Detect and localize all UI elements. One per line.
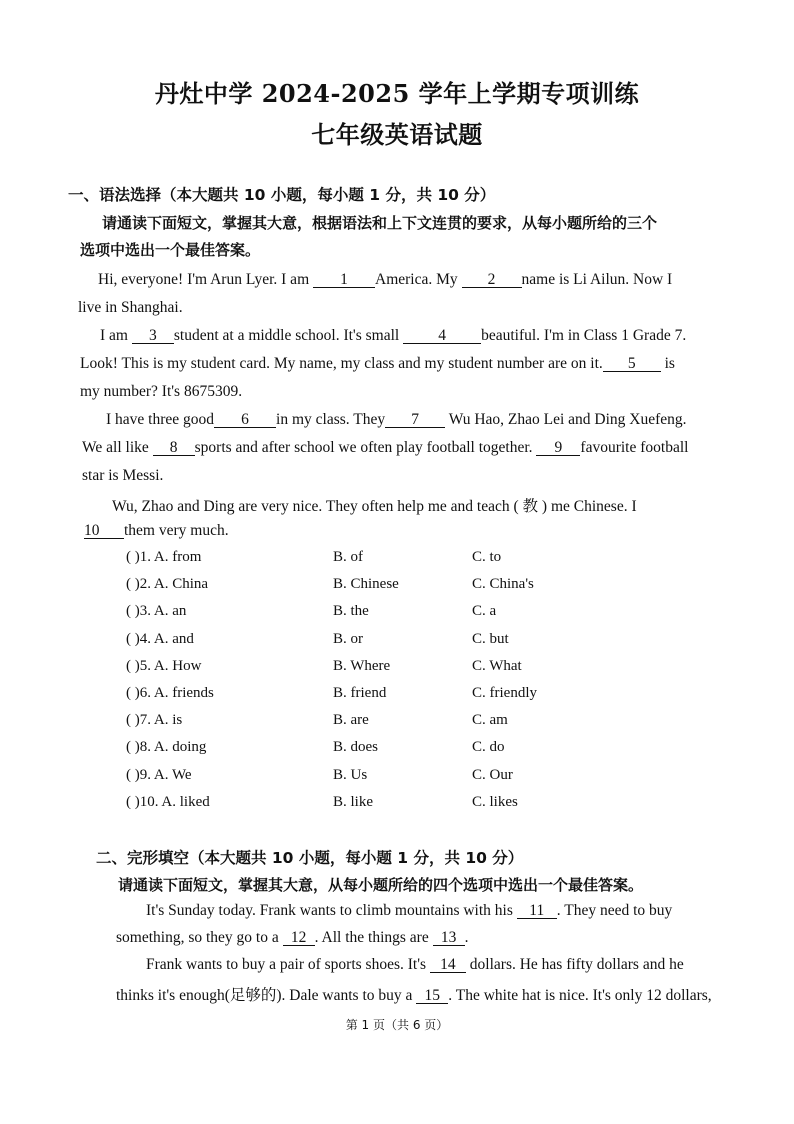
- passage-line: I have three good 6 in my class. They 7 Wu Hao, Zhao Lei and Ding Xuefeng.: [106, 411, 687, 428]
- section1-instruction-line1: 请通读下面短文，掌握其大意，根据语法和上下文连贯的要求，从每小题所给的三个: [102, 214, 658, 232]
- blank-12: 12: [283, 930, 315, 946]
- question-option-c: C. What: [472, 658, 522, 674]
- question-option-b: B. of: [333, 549, 363, 565]
- question-option-a: ( )9. A. We: [126, 767, 192, 783]
- question-option-b: B. or: [333, 631, 363, 647]
- passage-line: thinks it's enough(足够的). Dale wants to buy a 15 . The white hat is nice. It's only 12 dollars,: [116, 987, 712, 1004]
- blank-5: 5: [603, 356, 661, 372]
- blank-2: 2: [462, 272, 522, 288]
- question-option-a: ( )4. A. and: [126, 631, 194, 647]
- blank-15: 15: [416, 988, 448, 1004]
- question-option-a: ( )8. A. doing: [126, 739, 207, 755]
- section2-instruction: 请通读下面短文，掌握其大意，从每小题所给的四个选项中选出一个最佳答案。: [118, 876, 644, 894]
- question-option-b: B. are: [333, 712, 369, 728]
- exam-subtitle: 七年级英语试题: [311, 120, 483, 149]
- passage-line: It's Sunday today. Frank wants to climb mountains with his 11 . They need to buy: [146, 902, 673, 919]
- question-option-a: ( )10. A. liked: [126, 794, 210, 810]
- question-option-b: B. Us: [333, 767, 368, 783]
- passage-line: Wu, Zhao and Ding are very nice. They often help me and teach ( 教 ) me Chinese. I: [112, 498, 637, 515]
- question-option-a: ( )5. A. How: [126, 658, 202, 674]
- question-option-a: ( )1. A. from: [126, 549, 202, 565]
- question-option-b: B. Chinese: [333, 576, 399, 592]
- question-option-c: C. likes: [472, 794, 518, 810]
- question-option-c: C. a: [472, 603, 497, 619]
- passage-line: I am 3 student at a middle school. It's small 4 beautiful. I'm in Class 1 Grade 7.: [100, 327, 687, 344]
- passage-line: something, so they go to a 12 . All the things are 13 .: [116, 929, 469, 946]
- blank-13: 13: [433, 930, 465, 946]
- question-option-a: ( )2. A. China: [126, 576, 209, 592]
- passage-line: Frank wants to buy a pair of sports shoes. It's 14 dollars. He has fifty dollars and he: [146, 956, 684, 973]
- question-option-c: C. Our: [472, 767, 513, 783]
- question-option-a: ( )3. A. an: [126, 603, 187, 619]
- passage-line: Look! This is my student card. My name, my class and my student number are on it. 5 is: [80, 355, 675, 372]
- question-option-b: B. the: [333, 603, 369, 619]
- question-option-b: B. friend: [333, 685, 387, 701]
- question-option-c: C. to: [472, 549, 502, 565]
- passage-line: my number? It's 8675309.: [80, 383, 243, 400]
- question-option-a: ( )7. A. is: [126, 712, 183, 728]
- question-option-c: C. do: [472, 739, 505, 755]
- question-option-c: C. but: [472, 631, 509, 647]
- blank-7: 7: [385, 412, 445, 428]
- question-option-b: B. like: [333, 794, 373, 810]
- section1-instruction-line2: 选项中选出一个最佳答案。: [80, 241, 261, 259]
- blank-10: 10: [84, 523, 124, 539]
- question-option-b: B. Where: [333, 658, 391, 674]
- passage-line: Hi, everyone! I'm Arun Lyer. I am 1 America. My 2 name is Li Ailun. Now I: [98, 271, 673, 288]
- question-option-c: C. friendly: [472, 685, 537, 701]
- section2-heading: 二、完形填空（本大题共 10 小题，每小题 1 分，共 10 分）: [96, 849, 524, 867]
- question-option-c: C. am: [472, 712, 508, 728]
- passage-line: star is Messi.: [82, 467, 164, 484]
- question-option-a: ( )6. A. friends: [126, 685, 214, 701]
- passage-line: We all like 8 sports and after school we often play football together. 9 favourite football: [82, 439, 689, 456]
- question-option-c: C. China's: [472, 576, 534, 592]
- blank-1: 1: [313, 272, 375, 288]
- passage-line: 10 them very much.: [84, 522, 229, 539]
- page-footer: 第 1 页（共 6 页）: [345, 1018, 449, 1032]
- blank-6: 6: [214, 412, 276, 428]
- blank-14: 14: [430, 957, 466, 973]
- blank-8: 8: [153, 440, 195, 456]
- passage-line: live in Shanghai.: [78, 299, 183, 316]
- question-option-b: B. does: [333, 739, 378, 755]
- blank-11: 11: [517, 903, 557, 919]
- section1-heading: 一、语法选择（本大题共 10 小题，每小题 1 分，共 10 分）: [68, 186, 496, 204]
- blank-9: 9: [536, 440, 580, 456]
- blank-4: 4: [403, 328, 481, 344]
- blank-3: 3: [132, 328, 174, 344]
- exam-title: 丹灶中学 2024-2025 学年上学期专项训练: [154, 79, 640, 108]
